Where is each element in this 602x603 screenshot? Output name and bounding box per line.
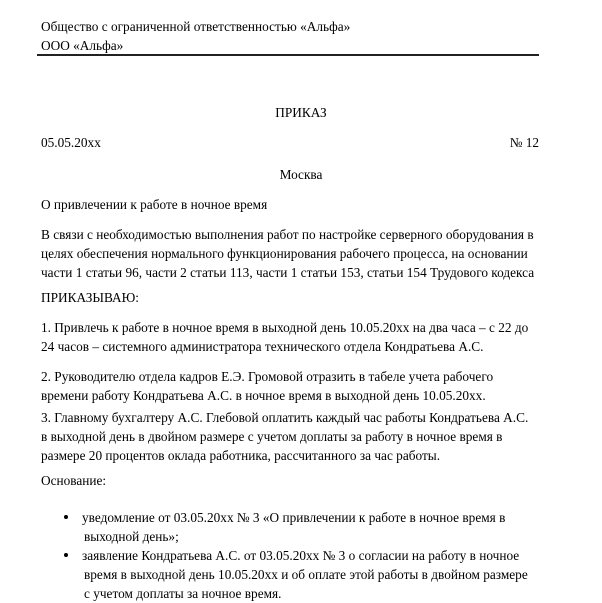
document-title: ПРИКАЗ [275, 105, 327, 120]
bullet-icon [64, 515, 68, 519]
basis-entry-line: выходной день»; [84, 529, 179, 544]
order-item-line: размере 20 процентов оклада работника, рассчитанного за час работы. [41, 448, 441, 463]
order-item-line: 24 часов – системного администратора технического отдела Кондратьева А.С. [41, 339, 484, 354]
order-item-3 [41, 408, 561, 465]
bullet-icon [64, 553, 68, 557]
order-item-line: 1. Привлечь к работе в ночное время в выходной день 10.05.20xx на два часа – с 22 до [41, 320, 529, 335]
basis-entry-line: время в выходной день 10.05.20xx и об оплате этой работы в двойном размере [84, 567, 528, 582]
document-number: № 12 [509, 135, 539, 150]
document-city: Москва [279, 167, 323, 182]
order-item-line: 3. Главному бухгалтеру А.С. Глебовой оплатить каждый час работы Кондратьева А.С. [41, 410, 529, 425]
org-short-name: ООО «Альфа» [41, 38, 124, 53]
basis-list [0, 508, 602, 603]
preamble-line: целях обеспечения нормального функционирования рабочего процесса, на основании [41, 246, 528, 261]
order-item-line: 2. Руководителю отдела кадров Е.Э. Громовой отразить в табеле учета рабочего [41, 369, 494, 384]
preamble-line: В связи с необходимостью выполнения работ по настройке серверного оборудования в [41, 227, 534, 242]
basis-label: Основание: [41, 473, 107, 488]
order-heading: ПРИКАЗЫВАЮ: [41, 290, 139, 305]
basis-entry-line: уведомление от 03.05.20xx № 3 «О привлечении к работе в ночное время в [82, 510, 506, 525]
basis-entry-1 [0, 508, 602, 546]
basis-entry-line: заявление Кондратьева А.С. от 03.05.20xx № 3 о согласии на работу в ночное [82, 548, 520, 563]
order-item-2 [41, 367, 561, 405]
header-divider [37, 54, 539, 56]
order-item-line: времени работу Кондратьева А.С. в ночное время в выходной день 10.05.20xx. [41, 388, 486, 403]
basis-entry-2 [0, 546, 602, 603]
preamble-line: части 1 статьи 96, части 2 статьи 113, части 1 статьи 153, статьи 154 Трудового кодекса [41, 265, 535, 280]
document-subject: О привлечении к работе в ночное время [41, 197, 268, 212]
basis-entry-line: с учетом доплаты за ночное время. [84, 586, 282, 601]
order-item-1 [41, 318, 561, 356]
document-date: 05.05.20xx [41, 135, 101, 150]
order-item-line: в выходной день в двойном размере с учетом доплаты за работу в ночное время в [41, 429, 503, 444]
org-full-name: Общество с ограниченной ответственностью «Альфа» [41, 19, 351, 34]
preamble [41, 225, 561, 282]
